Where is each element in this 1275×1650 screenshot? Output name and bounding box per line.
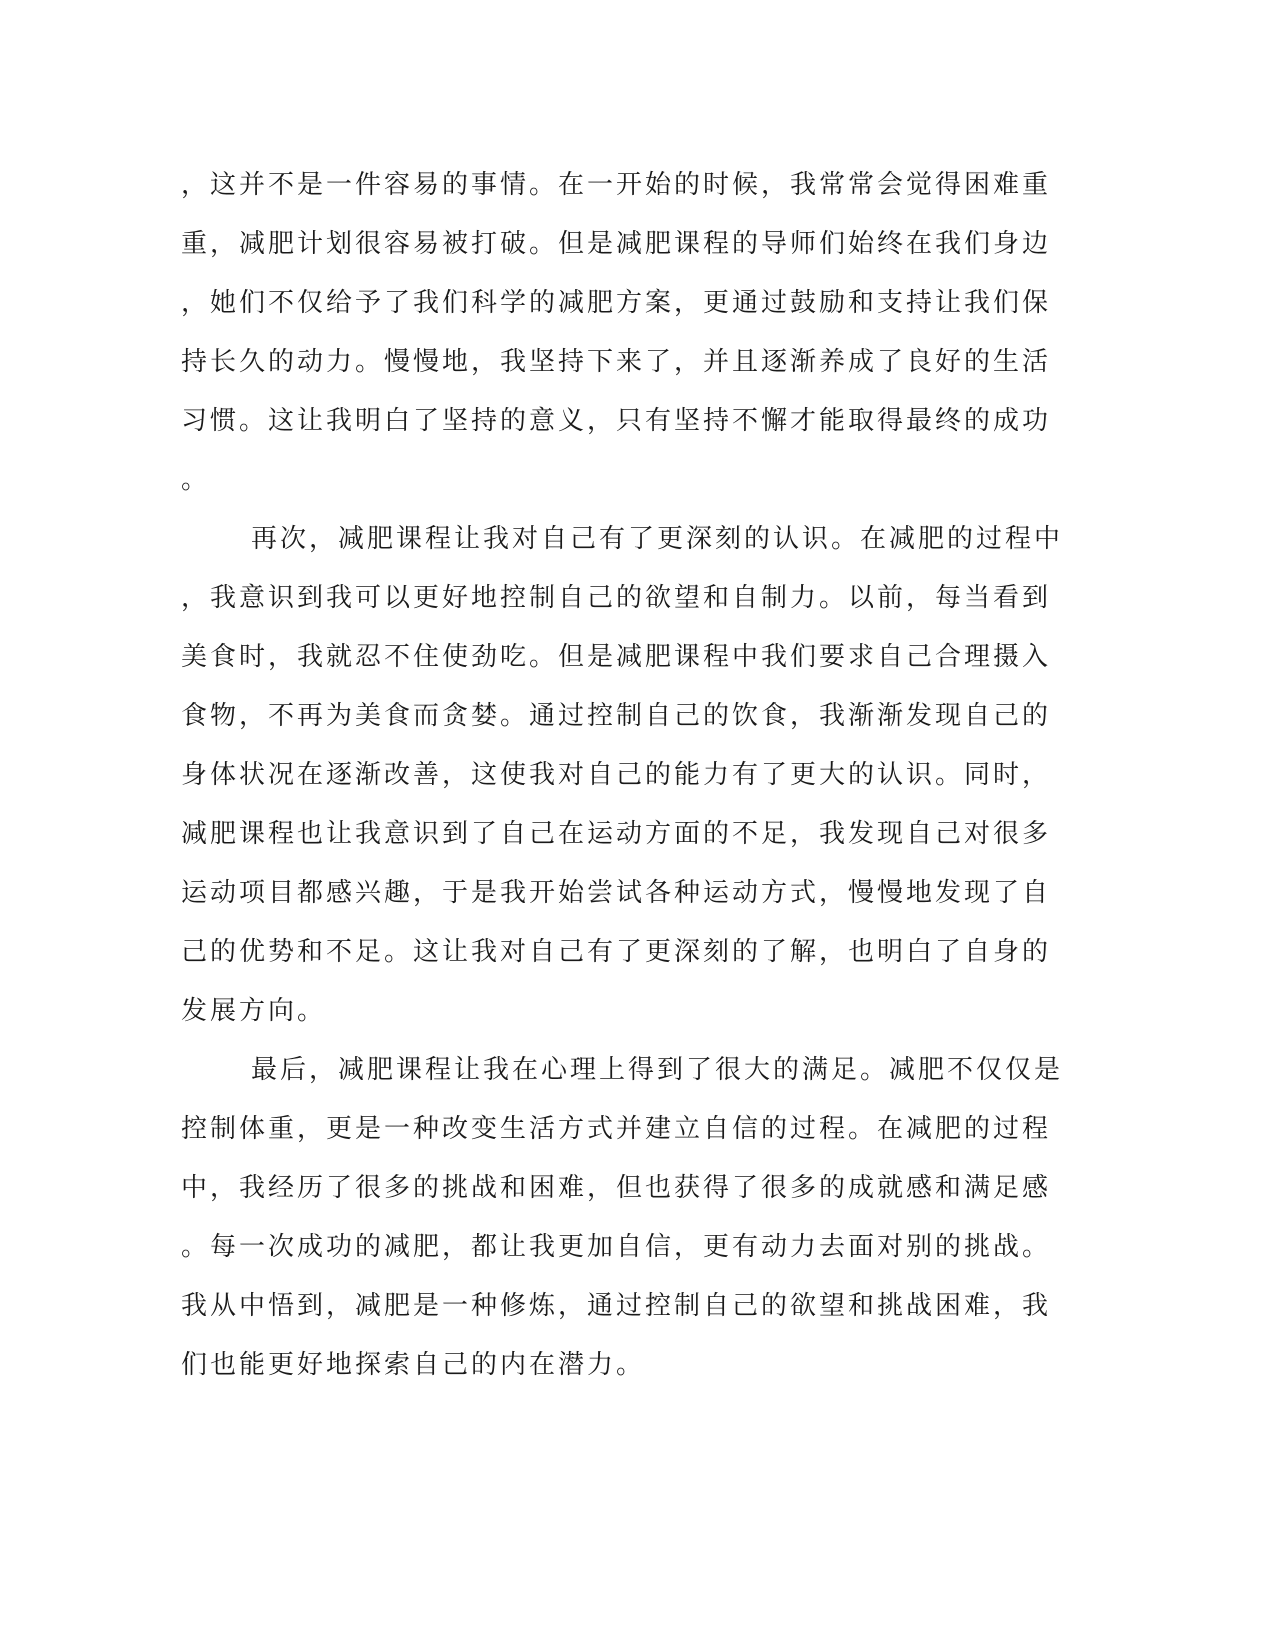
text-line: 中，我经历了很多的挑战和困难，但也获得了很多的成就感和满足感 xyxy=(181,1173,1052,1203)
text-line: ，我意识到我可以更好地控制自己的欲望和自制力。以前，每当看到 xyxy=(181,583,1052,613)
text-line: 运动项目都感兴趣，于是我开始尝试各种运动方式，慢慢地发现了自 xyxy=(181,878,1052,908)
text-line: 己的优势和不足。这让我对自己有了更深刻的了解，也明白了自身的 xyxy=(181,937,1052,967)
text-line: 美食时，我就忍不住使劲吃。但是减肥课程中我们要求自己合理摄入 xyxy=(181,642,1052,672)
text-line: 。每一次成功的减肥，都让我更加自信，更有动力去面对别的挑战。 xyxy=(181,1232,1052,1262)
text-line: ，她们不仅给予了我们科学的减肥方案，更通过鼓励和支持让我们保 xyxy=(181,288,1052,318)
text-line: 食物，不再为美食而贪婪。通过控制自己的饮食，我渐渐发现自己的 xyxy=(181,701,1052,731)
text-line: 控制体重，更是一种改变生活方式并建立自信的过程。在减肥的过程 xyxy=(181,1114,1052,1144)
text-line: 们也能更好地探索自己的内在潜力。 xyxy=(181,1350,646,1380)
text-line: 身体状况在逐渐改善，这使我对自己的能力有了更大的认识。同时， xyxy=(181,760,1052,790)
text-line: 重，减肥计划很容易被打破。但是减肥课程的导师们始终在我们身边 xyxy=(181,229,1052,259)
paragraph-start-line: 最后，减肥课程让我在心理上得到了很大的满足。减肥不仅仅是 xyxy=(251,1055,1064,1085)
text-line: 持长久的动力。慢慢地，我坚持下来了，并且逐渐养成了良好的生活 xyxy=(181,347,1052,377)
text-line: ，这并不是一件容易的事情。在一开始的时候，我常常会觉得困难重 xyxy=(181,170,1052,200)
body-text xyxy=(181,156,1064,1395)
text-line: 。 xyxy=(181,465,211,495)
text-line: 我从中悟到，减肥是一种修炼，通过控制自己的欲望和挑战困难，我 xyxy=(181,1291,1052,1321)
text-line: 减肥课程也让我意识到了自己在运动方面的不足，我发现自己对很多 xyxy=(181,819,1052,849)
text-line: 习惯。这让我明白了坚持的意义，只有坚持不懈才能取得最终的成功 xyxy=(181,406,1052,436)
text-line: 发展方向。 xyxy=(181,996,327,1026)
paragraph-start-line: 再次，减肥课程让我对自己有了更深刻的认识。在减肥的过程中 xyxy=(251,524,1064,554)
